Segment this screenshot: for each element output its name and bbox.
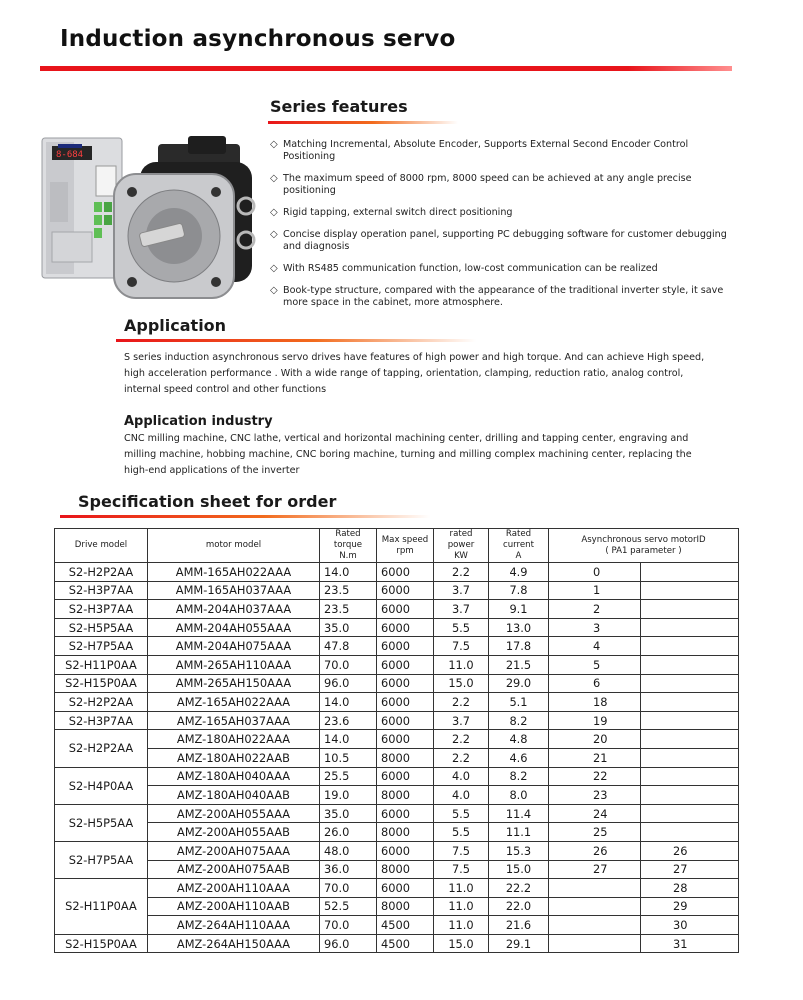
rated-torque-cell: 47.8 xyxy=(320,637,377,656)
motor-model-cell: AMZ-180AH022AAA xyxy=(148,730,320,749)
motor-id-alt-cell: 31 xyxy=(641,934,739,953)
motor-model-cell: AMZ-200AH055AAA xyxy=(148,804,320,823)
max-speed-cell: 6000 xyxy=(377,693,434,712)
rated-torque-cell: 36.0 xyxy=(320,860,377,879)
spec-table-body xyxy=(55,563,739,953)
rated-torque-cell: 19.0 xyxy=(320,786,377,805)
motor-id-cell: 2 xyxy=(549,600,641,619)
table-row xyxy=(55,897,739,916)
table-row xyxy=(55,711,739,730)
motor-id-cell: 27 xyxy=(549,860,641,879)
motor-id-alt-cell xyxy=(641,655,739,674)
max-speed-cell: 6000 xyxy=(377,804,434,823)
rated-current-cell: 15.0 xyxy=(489,860,549,879)
motor-id-alt-cell xyxy=(641,618,739,637)
motor-id-alt-cell: 28 xyxy=(641,879,739,898)
motor-id-alt-cell: 27 xyxy=(641,860,739,879)
motor-id-cell: 1 xyxy=(549,581,641,600)
max-speed-cell: 6000 xyxy=(377,767,434,786)
rated-torque-cell: 70.0 xyxy=(320,655,377,674)
rated-current-cell: 8.2 xyxy=(489,711,549,730)
motor-id-cell: 19 xyxy=(549,711,641,730)
motor-model-cell: AMM-204AH055AAA xyxy=(148,618,320,637)
feature-item: ◇ Book-type structure, compared with the appearance of the traditional inverter style, it save more space in the cabinet, more atmosphere. xyxy=(270,285,724,308)
motor-id-cell: 22 xyxy=(549,767,641,786)
motor-model-cell: AMM-165AH037AAA xyxy=(148,581,320,600)
motor-id-cell xyxy=(549,897,641,916)
rated-torque-cell: 23.6 xyxy=(320,711,377,730)
col-header-rated-power: rated power KW xyxy=(434,529,489,563)
diamond-bullet-icon: ◇ xyxy=(270,173,278,184)
rated-torque-cell: 14.0 xyxy=(320,730,377,749)
motor-model-cell: AMZ-200AH055AAB xyxy=(148,823,320,842)
table-row xyxy=(55,618,739,637)
rated-power-cell: 3.7 xyxy=(434,711,489,730)
max-speed-cell: 4500 xyxy=(377,916,434,935)
rated-power-cell: 2.2 xyxy=(434,748,489,767)
max-speed-cell: 8000 xyxy=(377,897,434,916)
rated-current-cell: 29.0 xyxy=(489,674,549,693)
rated-torque-cell: 70.0 xyxy=(320,916,377,935)
motor-model-cell: AMZ-264AH150AAA xyxy=(148,934,320,953)
drive-model-cell: S2-H2P2AA xyxy=(55,730,148,767)
motor-id-alt-cell xyxy=(641,600,739,619)
rated-power-cell: 4.0 xyxy=(434,767,489,786)
rated-power-cell: 5.5 xyxy=(434,804,489,823)
rated-power-cell: 11.0 xyxy=(434,897,489,916)
rated-torque-cell: 14.0 xyxy=(320,693,377,712)
table-row xyxy=(55,934,739,953)
motor-id-cell: 20 xyxy=(549,730,641,749)
motor-id-cell: 3 xyxy=(549,618,641,637)
rated-current-cell: 4.9 xyxy=(489,563,549,582)
diamond-bullet-icon: ◇ xyxy=(270,229,278,240)
diamond-bullet-icon: ◇ xyxy=(270,207,278,218)
col-header-rated-torque: Rated torque N.m xyxy=(320,529,377,563)
motor-id-cell: 18 xyxy=(549,693,641,712)
rated-torque-cell: 23.5 xyxy=(320,600,377,619)
max-speed-cell: 6000 xyxy=(377,581,434,600)
motor-id-cell: 5 xyxy=(549,655,641,674)
rated-power-cell: 4.0 xyxy=(434,786,489,805)
rated-current-cell: 21.5 xyxy=(489,655,549,674)
rated-power-cell: 2.2 xyxy=(434,563,489,582)
motor-id-alt-cell xyxy=(641,804,739,823)
motor-id-alt-cell xyxy=(641,767,739,786)
feature-item: ◇ Rigid tapping, external switch direct positioning xyxy=(270,207,513,218)
rated-torque-cell: 26.0 xyxy=(320,823,377,842)
rated-torque-cell: 35.0 xyxy=(320,618,377,637)
motor-model-cell: AMZ-264AH110AAA xyxy=(148,916,320,935)
drive-model-cell: S2-H11P0AA xyxy=(55,879,148,935)
max-speed-cell: 8000 xyxy=(377,748,434,767)
max-speed-cell: 8000 xyxy=(377,786,434,805)
motor-id-alt-cell xyxy=(641,674,739,693)
motor-id-alt-cell xyxy=(641,637,739,656)
drive-model-cell: S2-H5P5AA xyxy=(55,804,148,841)
rated-current-cell: 22.0 xyxy=(489,897,549,916)
rated-power-cell: 15.0 xyxy=(434,934,489,953)
table-row xyxy=(55,730,739,749)
motor-model-cell: AMZ-200AH110AAB xyxy=(148,897,320,916)
drive-model-cell: S2-H11P0AA xyxy=(55,655,148,674)
motor-id-cell: 21 xyxy=(549,748,641,767)
motor-model-cell: AMM-265AH150AAA xyxy=(148,674,320,693)
motor-model-cell: AMZ-200AH110AAA xyxy=(148,879,320,898)
rated-power-cell: 15.0 xyxy=(434,674,489,693)
motor-id-cell: 6 xyxy=(549,674,641,693)
rated-current-cell: 8.0 xyxy=(489,786,549,805)
rated-torque-cell: 10.5 xyxy=(320,748,377,767)
motor-model-cell: AMM-204AH037AAA xyxy=(148,600,320,619)
motor-model-cell: AMM-165AH022AAA xyxy=(148,563,320,582)
rated-torque-cell: 70.0 xyxy=(320,879,377,898)
application-industry-heading: Application industry xyxy=(124,414,273,429)
motor-model-cell: AMM-265AH110AAA xyxy=(148,655,320,674)
motor-id-alt-cell xyxy=(641,823,739,842)
rated-power-cell: 11.0 xyxy=(434,916,489,935)
rated-current-cell: 8.2 xyxy=(489,767,549,786)
series-features-heading: Series features xyxy=(270,97,408,116)
application-text: S series induction asynchronous servo drives have features of high power and high torque. And can achieve High speed, high acceleration performance . With a wide range of tapping, orientation, clamping, reduction ratio, analog control, internal speed control and other functions xyxy=(124,352,705,395)
max-speed-cell: 8000 xyxy=(377,860,434,879)
drive-model-cell: S2-H3P7AA xyxy=(55,581,148,600)
drive-display-readout: 8-684 xyxy=(56,150,84,160)
motor-id-alt-cell: 29 xyxy=(641,897,739,916)
drive-model-cell: S2-H3P7AA xyxy=(55,600,148,619)
rated-power-cell: 3.7 xyxy=(434,600,489,619)
rated-power-cell: 7.5 xyxy=(434,637,489,656)
max-speed-cell: 6000 xyxy=(377,730,434,749)
application-heading: Application xyxy=(124,316,227,335)
max-speed-cell: 6000 xyxy=(377,841,434,860)
spec-table xyxy=(54,528,739,953)
drive-model-cell: S2-H7P5AA xyxy=(55,841,148,878)
rated-torque-cell: 23.5 xyxy=(320,581,377,600)
table-row xyxy=(55,804,739,823)
feature-item: ◇ Concise display operation panel, supporting PC debugging software for customer debugging and diagnosis xyxy=(270,229,727,252)
rated-power-cell: 5.5 xyxy=(434,618,489,637)
drive-model-cell: S2-H4P0AA xyxy=(55,767,148,804)
table-row xyxy=(55,581,739,600)
motor-model-cell: AMZ-180AH022AAB xyxy=(148,748,320,767)
max-speed-cell: 6000 xyxy=(377,879,434,898)
feature-item: ◇ The maximum speed of 8000 rpm, 8000 speed can be achieved at any angle precise positioning xyxy=(270,173,692,196)
diamond-bullet-icon: ◇ xyxy=(270,263,278,274)
rated-current-cell: 17.8 xyxy=(489,637,549,656)
rated-current-cell: 7.8 xyxy=(489,581,549,600)
series-features-underline xyxy=(268,121,458,124)
rated-power-cell: 5.5 xyxy=(434,823,489,842)
rated-current-cell: 22.2 xyxy=(489,879,549,898)
table-row xyxy=(55,823,739,842)
application-industry-text: CNC milling machine, CNC lathe, vertical and horizontal machining center, drilling and tapping center, engraving and milling machine, hobbing machine, CNC boring machine, turning and milling complex machining center, replacing the high-end applications of the inverter xyxy=(124,433,692,476)
drive-model-cell: S2-H15P0AA xyxy=(55,674,148,693)
table-row xyxy=(55,767,739,786)
motor-model-cell: AMZ-200AH075AAA xyxy=(148,841,320,860)
max-speed-cell: 6000 xyxy=(377,674,434,693)
rated-power-cell: 2.2 xyxy=(434,730,489,749)
rated-torque-cell: 35.0 xyxy=(320,804,377,823)
drive-model-cell: S2-H5P5AA xyxy=(55,618,148,637)
drive-model-cell: S2-H2P2AA xyxy=(55,563,148,582)
motor-id-cell: 26 xyxy=(549,841,641,860)
spec-sheet-underline xyxy=(60,515,430,518)
max-speed-cell: 6000 xyxy=(377,637,434,656)
rated-current-cell: 5.1 xyxy=(489,693,549,712)
table-header-row xyxy=(55,529,739,563)
rated-current-cell: 13.0 xyxy=(489,618,549,637)
table-row xyxy=(55,600,739,619)
table-row xyxy=(55,860,739,879)
motor-id-cell: 4 xyxy=(549,637,641,656)
motor-id-cell: 24 xyxy=(549,804,641,823)
col-header-motor-model: motor model xyxy=(148,529,320,563)
rated-current-cell: 4.8 xyxy=(489,730,549,749)
motor-id-cell xyxy=(549,916,641,935)
motor-id-alt-cell xyxy=(641,730,739,749)
motor-id-cell xyxy=(549,934,641,953)
rated-power-cell: 2.2 xyxy=(434,693,489,712)
max-speed-cell: 8000 xyxy=(377,823,434,842)
motor-id-alt-cell xyxy=(641,786,739,805)
rated-current-cell: 11.1 xyxy=(489,823,549,842)
rated-torque-cell: 48.0 xyxy=(320,841,377,860)
max-speed-cell: 6000 xyxy=(377,600,434,619)
motor-id-alt-cell xyxy=(641,563,739,582)
rated-current-cell: 9.1 xyxy=(489,600,549,619)
servo-drive-illustration xyxy=(42,138,122,278)
rated-torque-cell: 96.0 xyxy=(320,674,377,693)
table-row xyxy=(55,841,739,860)
rated-current-cell: 29.1 xyxy=(489,934,549,953)
motor-id-cell xyxy=(549,879,641,898)
max-speed-cell: 4500 xyxy=(377,934,434,953)
table-row xyxy=(55,674,739,693)
col-header-motor-id: Asynchronous servo motorID ( PA1 parameter ) xyxy=(549,529,739,563)
rated-current-cell: 21.6 xyxy=(489,916,549,935)
feature-item: ◇ Matching Incremental, Absolute Encoder, Supports External Second Encoder Control Positioning xyxy=(270,139,689,162)
features-list xyxy=(270,139,730,319)
rated-current-cell: 15.3 xyxy=(489,841,549,860)
table-row xyxy=(55,655,739,674)
motor-model-cell: AMZ-165AH022AAA xyxy=(148,693,320,712)
motor-id-cell: 0 xyxy=(549,563,641,582)
col-header-max-speed: Max speed rpm xyxy=(377,529,434,563)
table-row xyxy=(55,879,739,898)
rated-torque-cell: 96.0 xyxy=(320,934,377,953)
motor-id-alt-cell xyxy=(641,748,739,767)
drive-model-cell: S2-H2P2AA xyxy=(55,693,148,712)
motor-model-cell: AMM-204AH075AAA xyxy=(148,637,320,656)
rated-power-cell: 11.0 xyxy=(434,879,489,898)
table-row xyxy=(55,916,739,935)
rated-power-cell: 11.0 xyxy=(434,655,489,674)
motor-model-cell: AMZ-165AH037AAA xyxy=(148,711,320,730)
max-speed-cell: 6000 xyxy=(377,711,434,730)
motor-model-cell: AMZ-180AH040AAB xyxy=(148,786,320,805)
drive-model-cell: S2-H3P7AA xyxy=(55,711,148,730)
max-speed-cell: 6000 xyxy=(377,618,434,637)
rated-torque-cell: 52.5 xyxy=(320,897,377,916)
servo-motor-illustration xyxy=(114,136,254,298)
motor-model-cell: AMZ-200AH075AAB xyxy=(148,860,320,879)
col-header-drive-model: Drive model xyxy=(55,529,148,563)
rated-power-cell: 7.5 xyxy=(434,860,489,879)
application-underline xyxy=(116,339,476,342)
rated-current-cell: 4.6 xyxy=(489,748,549,767)
rated-current-cell: 11.4 xyxy=(489,804,549,823)
rated-power-cell: 3.7 xyxy=(434,581,489,600)
rated-power-cell: 7.5 xyxy=(434,841,489,860)
motor-id-alt-cell xyxy=(641,693,739,712)
motor-model-cell: AMZ-180AH040AAA xyxy=(148,767,320,786)
drive-model-cell: S2-H7P5AA xyxy=(55,637,148,656)
diamond-bullet-icon: ◇ xyxy=(270,139,278,150)
rated-torque-cell: 14.0 xyxy=(320,563,377,582)
table-row xyxy=(55,637,739,656)
diamond-bullet-icon: ◇ xyxy=(270,285,278,296)
motor-id-alt-cell xyxy=(641,711,739,730)
col-header-rated-current: Rated current A xyxy=(489,529,549,563)
spec-sheet-heading: Specification sheet for order xyxy=(78,492,337,511)
motor-id-alt-cell xyxy=(641,581,739,600)
table-row xyxy=(55,563,739,582)
table-row xyxy=(55,786,739,805)
max-speed-cell: 6000 xyxy=(377,655,434,674)
motor-id-alt-cell: 30 xyxy=(641,916,739,935)
motor-id-cell: 25 xyxy=(549,823,641,842)
rated-torque-cell: 25.5 xyxy=(320,767,377,786)
max-speed-cell: 6000 xyxy=(377,563,434,582)
title-underline xyxy=(40,66,732,71)
drive-model-cell: S2-H15P0AA xyxy=(55,934,148,953)
motor-id-cell: 23 xyxy=(549,786,641,805)
page-title: Induction asynchronous servo xyxy=(60,26,456,52)
table-row xyxy=(55,748,739,767)
product-image xyxy=(36,132,258,304)
motor-id-alt-cell: 26 xyxy=(641,841,739,860)
table-row xyxy=(55,693,739,712)
feature-item: ◇ With RS485 communication function, low-cost communication can be realized xyxy=(270,263,658,274)
